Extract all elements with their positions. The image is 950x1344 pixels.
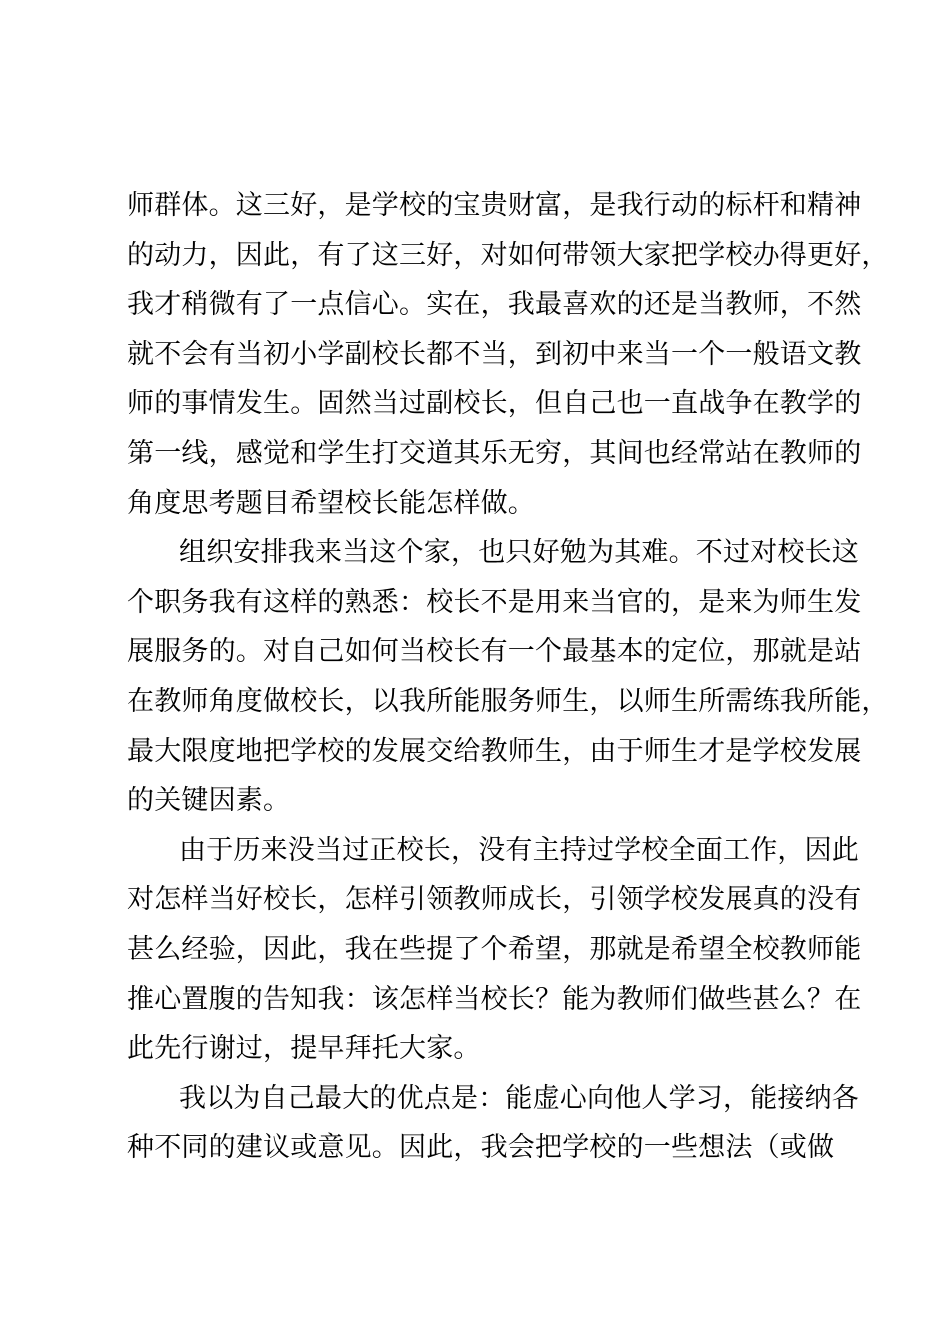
paragraph-first-line: 组织安排我来当这个家，也只好勉为其难。不过对校长这: [179, 537, 859, 569]
text-line: 的关键因素。: [127, 785, 291, 817]
text-line: 最大限度地把学校的发展交给教师生，由于师生才是学校发展: [127, 735, 862, 767]
text-line: 第一线，感觉和学生打交道其乐无穷，其间也经常站在教师的: [127, 437, 862, 469]
text-line: 在教师角度做校长，以我所能服务师生，以师生所需练我所能，: [127, 685, 889, 717]
text-line: 展服务的。对自己如何当校长有一个最基本的定位，那就是站: [127, 636, 862, 668]
text-line: 推心置腹的告知我：该怎样当校长？能为教师们做些甚么？在: [127, 983, 862, 1015]
text-line: 我才稍微有了一点信心。实在，我最喜欢的还是当教师，不然: [127, 289, 862, 321]
text-line: 对怎样当好校长，怎样引领教师成长，引领学校发展真的没有: [127, 884, 862, 916]
text-line: 此先行谢过，提早拜托大家。: [127, 1033, 481, 1065]
text-line: 师群体。这三好，是学校的宝贵财富，是我行动的标杆和精神: [127, 190, 862, 221]
text-line: 甚么经验，因此，我在些提了个希望，那就是希望全校教师能: [127, 933, 862, 965]
text-line: 个职务我有这样的熟悉：校长不是用来当官的，是来为师生发: [127, 586, 862, 618]
paragraph-first-line: 我以为自己最大的优点是：能虚心向他人学习，能接纳各: [179, 1082, 859, 1114]
paragraph-first-line: 由于历来没当过正校长，没有主持过学校全面工作，因此: [179, 834, 859, 866]
text-line: 种不同的建议或意见。因此，我会把学校的一些想法（或做: [127, 1132, 835, 1164]
text-line: 就不会有当初小学副校长都不当，到初中来当一个一般语文教: [127, 338, 862, 370]
text-line: 角度思考题目希望校长能怎样做。: [127, 487, 535, 519]
body-text: [127, 181, 889, 1173]
text-line: 的动力，因此，有了这三好，对如何带领大家把学校办得更好，: [127, 239, 889, 271]
text-line: 师的事情发生。固然当过副校长，但自己也一直战争在教学的: [127, 388, 862, 420]
